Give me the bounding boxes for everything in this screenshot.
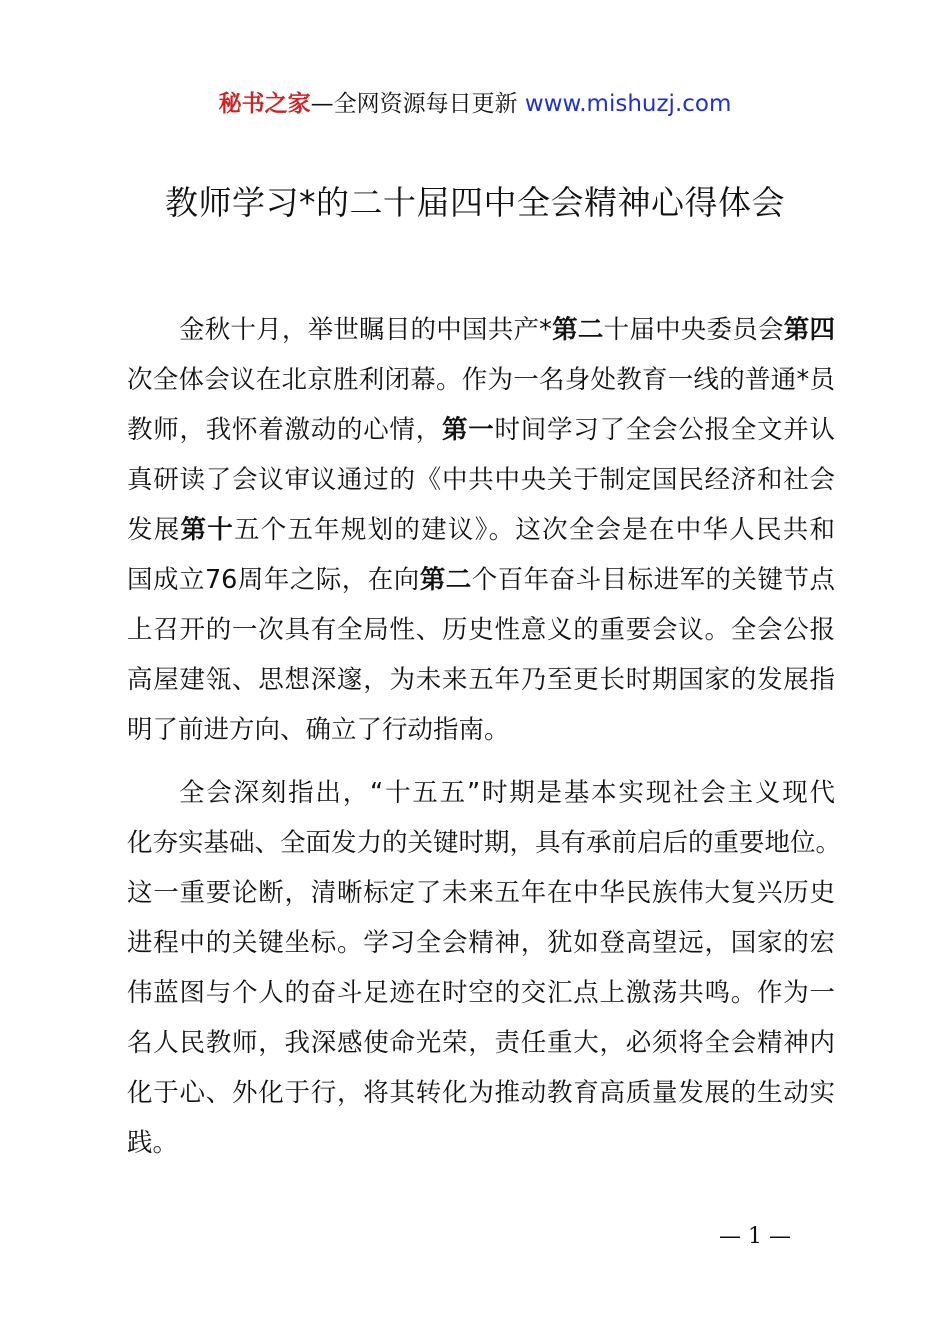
text-line: 明了前进方向、确立了行动指南。 [127,715,510,745]
document-body [127,305,842,1168]
text-line: 这一重要论断，清晰标定了未来五年在中华民族伟大复兴历史 [127,878,835,908]
site-header [0,86,950,122]
text-line: 教师，我怀着激动的心情，第一时间学习了全会公报全文并认 [127,415,835,445]
page-number: — 1 — [719,1224,791,1249]
text-line: 名人民教师，我深感使命光荣，责任重大，必须将全会精神内 [127,1028,835,1058]
text-line: 次全体会议在北京胜利闭幕。作为一名身处教育一线的普通*员 [127,365,835,395]
text-line: 伟蓝图与个人的奋斗足迹在时空的交汇点上激荡共鸣。作为一 [127,978,835,1008]
text-line: 高屋建瓴、思想深邃，为未来五年乃至更长时期国家的发展指 [127,665,835,695]
brand-name: 秘书之家 [218,91,311,117]
text-line: 上召开的一次具有全局性、历史性意义的重要会议。全会公报 [127,615,835,645]
text-line: 真研读了会议审议通过的《中共中央关于制定国民经济和社会 [127,465,835,495]
text-line: 国成立76周年之际，在向第二个百年奋斗目标进军的关键节点 [127,565,835,595]
document-title: 教师学习*的二十届四中全会精神心得体会 [165,183,785,222]
text-line: 进程中的关键坐标。学习全会精神，犹如登高望远，国家的宏 [127,928,835,958]
header-tagline: —全网资源每日更新 [310,91,518,117]
text-line: 发展第十五个五年规划的建议》。这次全会是在中华人民共和 [127,515,835,545]
text-line: 化夯实基础、全面发力的关键时期，具有承前启后的重要地位。 [127,828,842,858]
text-line: 化于心、外化于行，将其转化为推动教育高质量发展的生动实 [127,1078,835,1108]
site-url-link[interactable]: www.mishuzj.com [524,91,732,117]
text-line: 践。 [127,1128,179,1158]
text-line: 金秋十月，举世瞩目的中国共产*第二十届中央委员会第四 [179,315,835,345]
text-line: 全会深刻指出，“十五五”时期是基本实现社会主义现代 [179,778,835,808]
